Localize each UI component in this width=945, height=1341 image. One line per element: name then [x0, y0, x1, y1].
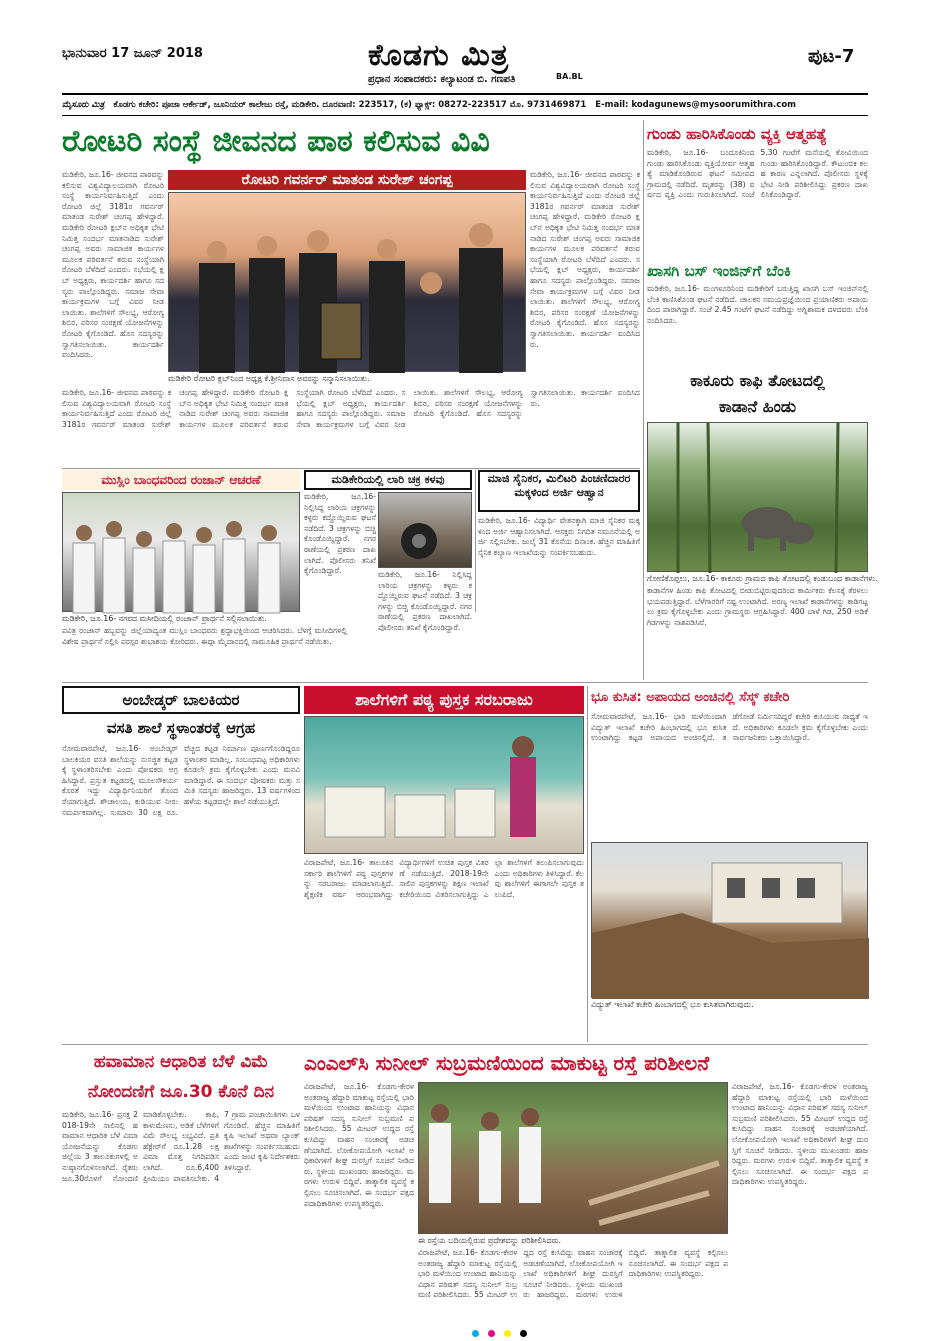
rotary-photo-caption: ಮಡಿಕೇರಿ ರೋಟರಿ ಕ್ಲಬ್‌ನಿಂದ ಅಧ್ಯಕ್ಷ ಕೆ.ಶ್ರೀನಿವಾಸ ಅವರನ್ನು ಸನ್ಮಾನಿಸಲಾಯಿತು.: [168, 374, 370, 383]
textbook-photo: [304, 716, 584, 854]
section-rule: [62, 1044, 868, 1045]
issue-date: ಭಾನುವಾರ 17 ಜೂನ್ 2018: [62, 46, 203, 61]
exservice-headline: ಮಾಜಿ ಸೈನಿಕರ, ಮಿಲಿಟರಿ ಪಿಂಚಣಿದಾರರ ಮಕ್ಕಳಿಂದ ಅರ್ಜಿ ಆಹ್ವಾನ: [478, 470, 640, 512]
newspaper-logo: ಕೊಡಗು ಮಿತ್ರ: [368, 38, 510, 73]
yellow-dot-icon: [504, 1330, 511, 1337]
ramzan-caption: ಮಡಿಕೇರಿ, ಜೂ.16- ನಗರದ ಮಸೀದಿಯಲ್ಲಿ ರಂಜಾನ್ ಪ್ರಾರ್ಥನೆ ಸಲ್ಲಿಸಲಾಯಿತು.: [62, 614, 267, 623]
elephant-caption: ಗೋಣಿಕೊಪ್ಪಲು, ಜೂ.16- ಕಾಕೂರು ಗ್ರಾಮದ ಕಾಫಿ ತೋಟದಲ್ಲಿ ಕಂಡುಬಂದ ಕಾಡಾನೆಗಳು.: [647, 574, 878, 583]
suicide-body: ಮಡಿಕೇರಿ, ಜೂ.16- ಬಂದೂಕಿನಿಂದ ಗುಂಡು ಹಾರಿಸಿಕೊಂಡು ವ್ಯಕ್ತಿಯೋರ್ವ ಆತ್ಮಹತ್ಯೆ ಮಾಡಿಕೊಂಡಿರುವ ಘಟನೆ ಸಮೀಪದ ಗ್ರಾಮದಲ್ಲಿ ನಡೆದಿದೆ. ಮೃತರನ್ನು (38) ವರ್ಷದ ವ್ಯಕ್ತಿ ಎಂದು ಗುರುತಿಸಲಾಗಿದೆ. ಸಂಜೆ 5.30 ಗಂಟೆಗೆ ಮನೆಯಲ್ಲಿ ಕೋವಿಯಿಂದ ಗುಂಡು ಹಾರಿಸಿಕೊಂಡಿದ್ದಾರೆ. ಕೌಟುಂಬಿಕ ಕಲಹ ಕಾರಣ ಎನ್ನಲಾಗಿದೆ. ಪೊಲೀಸರು ಸ್ಥಳಕ್ಕೆ ಭೇಟಿ ನೀಡಿ ಪರಿಶೀಲಿಸಿದ್ದು ಪ್ರಕರಣ ದಾಖಲಿಸಿಕೊಂಡಿದ್ದಾರೆ.: [647, 148, 868, 200]
wheel-icon: [379, 493, 473, 569]
elephant-icon: [648, 423, 869, 573]
column-rule: [587, 686, 588, 1042]
mlc-headline: ಎಂಎಲ್‌ಸಿ ಸುನೀಲ್ ಸುಬ್ರಮಣಿಯಿಂದ ಮಾಕುಟ್ಟ ರಸ್ತೆ ಪರಿಶೀಲನೆ: [304, 1051, 710, 1075]
divider: [62, 93, 868, 95]
section-rule: [62, 468, 640, 469]
textbook-headline: ಶಾಲೆಗಳಿಗೆ ಪಠ್ಯ ಪುಸ್ತಕ ಸರಬರಾಜು: [304, 686, 584, 714]
crowd-icon: [63, 493, 301, 613]
rotary-headline: ರೋಟರಿ ಸಂಸ್ಥೆ ಜೀವನದ ಪಾಠ ಕಲಿಸುವ ವಿವಿ: [62, 124, 490, 159]
landslide-body: ಸೋಮವಾರಪೇಟೆ, ಜೂ.16- ಭಾರಿ ಮಳೆಯಿಂದಾಗಿ ವಿದ್ಯುತ್ ಇಲಾಖೆ ಕಚೇರಿ ಹಿಂಭಾಗದಲ್ಲಿ ಭೂ ಕುಸಿತ ಉಂಟಾಗಿದ್ದು ಕಟ್ಟಡ ಅಪಾಯದ ಅಂಚಿನಲ್ಲಿದೆ. ತಡೆಗೋಡೆ ನಿರ್ಮಿಸದಿದ್ದರೆ ಕಚೇರಿ ಕುಸಿಯುವ ಸಾಧ್ಯತೆ ಇದೆ. ಅಧಿಕಾರಿಗಳು ಕೂಡಲೇ ಕ್ರಮ ಕೈಗೊಳ್ಳಬೇಕು ಎಂದು ಸಾರ್ವಜನಿಕರು ಒತ್ತಾಯಿಸಿದ್ದಾರೆ.: [591, 712, 868, 743]
bus-body: ಮಡಿಕೇರಿ, ಜೂ.16- ಮಂಗಳೂರಿನಿಂದ ಮಡಿಕೇರಿಗೆ ಬರುತ್ತಿದ್ದ ಖಾಸಗಿ ಬಸ್ ಇಂಜಿನ್‌ನಲ್ಲಿ ಬೆಂಕಿ ಕಾಣಿಸಿಕೊಂಡ ಘಟನೆ ನಡೆದಿದೆ. ಚಾಲಕನ ಸಮಯಪ್ರಜ್ಞೆಯಿಂದ ಪ್ರಯಾಣಿಕರು ಅಪಾಯದಿಂದ ಪಾರಾಗಿದ್ದಾರೆ. ಸಂಜೆ 2.45 ಗಂಟೆಗೆ ಘಟನೆ ನಡೆದಿದ್ದು ಅಗ್ನಿಶಾಮಕ ದಳದವರು ಬೆಂಕಿ ನಂದಿಸಿದರು.: [647, 284, 868, 325]
color-registration-marks: [470, 1322, 590, 1332]
office-address: ಕೊಡಗು ಕಚೇರಿ: ಪೂಜಾ ಆರ್ಕೇಡ್, ಜೂನಿಯರ್ ಕಾಲೇಜು ರಸ್ತೆ, ಮಡಿಕೇರಿ. ದೂರವಾಣಿ: 223517, (ಕ) ಫ್ಯಾಕ್ಸ್: 08272-223517 ಮೊ. 9731469871: [113, 100, 587, 110]
bus-headline: ಖಾಸಗಿ ಬಸ್ ಇಂಜಿನ್‌ಗೆ ಬೆಂಕಿ: [647, 262, 791, 280]
section-rule: [62, 682, 868, 683]
landslide-photo: [591, 842, 868, 998]
mlc-body-col2: ವಿರಾಜಪೇಟೆ, ಜೂ.16- ಕೊಡಗು-ಕೇರಳ ಅಂತರಾಜ್ಯ ಹೆದ್ದಾರಿ ಮಾಕುಟ್ಟ ರಸ್ತೆಯಲ್ಲಿ ಭಾರಿ ಮಳೆಯಿಂದ ಉಂಟಾದ ಹಾನಿಯನ್ನು ವಿಧಾನ ಪರಿಷತ್ ಸದಸ್ಯ ಸುನೀಲ್ ಸುಬ್ರಮಣಿ ಪರಿಶೀಲಿಸಿದರು. 55 ಮೀಟರ್ ಉದ್ದದ ರಸ್ತೆ ಕುಸಿದಿದ್ದು ವಾಹನ ಸಂಚಾರಕ್ಕೆ ಅಡಚಣೆಯಾಗಿದೆ. ಲೋಕೋಪಯೋಗಿ ಇಲಾಖೆ ಅಧಿಕಾರಿಗಳಿಗೆ ಶೀಘ್ರ ದುರಸ್ತಿಗೆ ಸೂಚನೆ ನೀಡಿದರು. ಸ್ಥಳೀಯ ಮುಖಂಡರು ಹಾಜರಿದ್ದರು. ಮರಗಳು ಉರುಳಿ ಬಿದ್ದಿವೆ. ತಾತ್ಕಾಲಿಕ ವ್ಯವಸ್ಥೆ ಕಲ್ಪಿಸಲು ಸೂಚಿಸಲಾಗಿದೆ. ಈ ಸಂದರ್ಭ ಪಕ್ಷದ ಪದಾಧಿಕಾರಿಗಳು ಉಪಸ್ಥಿತರಿದ್ದರು.: [418, 1248, 728, 1300]
contact-bar: [62, 96, 868, 114]
mlc-body-col1: ವಿರಾಜಪೇಟೆ, ಜೂ.16- ಕೊಡಗು-ಕೇರಳ ಅಂತರಾಜ್ಯ ಹೆದ್ದಾರಿ ಮಾಕುಟ್ಟ ರಸ್ತೆಯಲ್ಲಿ ಭಾರಿ ಮಳೆಯಿಂದ ಉಂಟಾದ ಹಾನಿಯನ್ನು ವಿಧಾನ ಪರಿಷತ್ ಸದಸ್ಯ ಸುನೀಲ್ ಸುಬ್ರಮಣಿ ಪರಿಶೀಲಿಸಿದರು. 55 ಮೀಟರ್ ಉದ್ದದ ರಸ್ತೆ ಕುಸಿದಿದ್ದು ವಾಹನ ಸಂಚಾರಕ್ಕೆ ಅಡಚಣೆಯಾಗಿದೆ. ಲೋಕೋಪಯೋಗಿ ಇಲಾಖೆ ಅಧಿಕಾರಿಗಳಿಗೆ ಶೀಘ್ರ ದುರಸ್ತಿಗೆ ಸೂಚನೆ ನೀಡಿದರು. ಸ್ಥಳೀಯ ಮುಖಂಡರು ಹಾಜರಿದ್ದರು. ಮರಗಳು ಉರುಳಿ ಬಿದ್ದಿವೆ. ತಾತ್ಕಾಲಿಕ ವ್ಯವಸ್ಥೆ ಕಲ್ಪಿಸಲು ಸೂಚಿಸಲಾಗಿದೆ. ಈ ಸಂದರ್ಭ ಪಕ್ಷದ ಪದಾಧಿಕಾರಿಗಳು ಉಪಸ್ಥಿತರಿದ್ದರು.: [304, 1082, 414, 1208]
landslide-caption: ವಿದ್ಯುತ್ ಇಲಾಖೆ ಕಚೇರಿ ಹಿಂಬಾಗದಲ್ಲಿ ಭೂ ಕುಸಿತವಾಗಿರುವುದು.: [591, 1000, 754, 1009]
lorry-body-cont: ಮಡಿಕೇರಿ, ಜೂ.16- ನಿಲ್ಲಿಸಿದ್ದ ಲಾರಿಯ ಚಕ್ರಗಳನ್ನು ಕಳ್ಳರು ಕದ್ದೊಯ್ದಿರುವ ಘಟನೆ ನಡೆದಿದೆ. 3 ಚಕ್ರಗಳನ್ನು ಬಿಚ್ಚಿ ಕೊಂಡೊಯ್ದಿದ್ದಾರೆ. ನಗರ ಠಾಣೆಯಲ್ಲಿ ಪ್ರಕರಣ ದಾಖಲಾಗಿದೆ. ಪೊಲೀಸರು ತನಿಖೆ ಕೈಗೊಂಡಿದ್ದಾರೆ.: [378, 570, 472, 632]
cyan-dot-icon: [472, 1330, 479, 1337]
textbook-body: ವಿರಾಜಪೇಟೆ, ಜೂ.16- ತಾಲೂಕಿನ ಸರ್ಕಾರಿ ಶಾಲೆಗಳಿಗೆ ಪಠ್ಯ ಪುಸ್ತಕಗಳನ್ನು ಸರಬರಾಜು ಮಾಡಲಾಗುತ್ತಿದೆ. ಶೈಕ್ಷಣಿಕ ವರ್ಷ ಆರಂಭವಾಗಿದ್ದು ವಿದ್ಯಾರ್ಥಿಗಳಿಗೆ ಉಚಿತ ಪುಸ್ತಕ ವಿತರಣೆ ನಡೆಯುತ್ತಿದೆ. 2018-19ನೇ ಸಾಲಿನ ಪುಸ್ತಕಗಳನ್ನು ಶಿಕ್ಷಣ ಇಲಾಖೆ ಕಚೇರಿಯಿಂದ ವಿತರಿಸಲಾಗುತ್ತಿದ್ದು ಎಲ್ಲಾ ಶಾಲೆಗಳಿಗೆ ತಲುಪಿಸಲಾಗುವುದು ಎಂದು ಅಧಿಕಾರಿಗಳು ತಿಳಿಸಿದ್ದಾರೆ. ಕೆಲವು ಶಾಲೆಗಳಿಗೆ ಈಗಾಗಲೇ ಪುಸ್ತಕ ತಲುಪಿದೆ.: [304, 858, 584, 899]
column-rule: [475, 470, 476, 612]
elephant-photo: [647, 422, 868, 572]
rotary-body-col1: ಮಡಿಕೇರಿ, ಜೂ.16- ಜೀವನದ ಪಾಠವನ್ನು ಕಲಿಸುವ ವಿಶ್ವವಿದ್ಯಾಲಯವಾಗಿ ರೋಟರಿ ಸಂಸ್ಥೆ ಕಾರ್ಯನಿರ್ವಹಿಸುತ್ತಿದೆ ಎಂದು ರೋಟರಿ ಜಿಲ್ಲೆ 3181ರ ಗವರ್ನರ್ ಮಾತಂಡ ಸುರೇಶ್ ಚಂಗಪ್ಪ ಹೇಳಿದ್ದಾರೆ. ಮಡಿಕೇರಿ ರೋಟರಿ ಕ್ಲಬ್‌ನ ಅಧಿಕೃತ ಭೇಟಿ ನಿಮಿತ್ತ ಸಂದರ್ಭ ಮಾತನಾಡಿದ ಸುರೇಶ್ ಚಂಗಪ್ಪ ಅವರು ಸಾಮಾಜಿಕ ಕಾರ್ಯಗಳ ಮೂಲಕ ಪರಿವರ್ತನೆ ತರುವ ಸಂಸ್ಥೆಯಾಗಿ ರೋಟರಿ ಬೆಳೆದಿದೆ ಎಂದರು. ಸಭೆಯಲ್ಲಿ ಕ್ಲಬ್ ಅಧ್ಯಕ್ಷರು, ಕಾರ್ಯದರ್ಶಿ ಹಾಗೂ ಸದಸ್ಯರು ಪಾಲ್ಗೊಂಡಿದ್ದರು. ಸಮಾಜ ಸೇವಾ ಕಾರ್ಯಕ್ರಮಗಳ ಬಗ್ಗೆ ವಿವರ ನೀಡಲಾಯಿತು. ಶಾಲೆಗಳಿಗೆ ಸೌಲಭ್ಯ, ಆರೋಗ್ಯ ಶಿಬಿರ, ಪರಿಸರ ಸಂರಕ್ಷಣೆ ಯೋಜನೆಗಳನ್ನು ರೋಟರಿ ಕೈಗೊಂಡಿದೆ. ಹೊಸ ಸದಸ್ಯರನ್ನು ಸ್ವಾಗತಿಸಲಾಯಿತು. ಕಾರ್ಯದರ್ಶಿ ವಂದಿಸಿದರು.: [62, 170, 164, 360]
ambedkar-body: ಸೋಮವಾರಪೇಟೆ, ಜೂ.16- ಅಂಬೇಡ್ಕರ್ ಬಾಲಕಿಯರ ವಸತಿ ಶಾಲೆಯನ್ನು ಸುಸಜ್ಜಿತ ಕಟ್ಟಡಕ್ಕೆ ಸ್ಥಳಾಂತರಿಸಬೇಕು ಎಂದು ಪೋಷಕರು ಆಗ್ರಹಿಸಿದ್ದಾರೆ. ಪ್ರಸ್ತುತ ಕಟ್ಟಡದಲ್ಲಿ ಮೂಲಸೌಕರ್ಯ ಕೊರತೆ ಇದ್ದು ವಿದ್ಯಾರ್ಥಿನಿಯರಿಗೆ ತೊಂದರೆಯಾಗುತ್ತಿದೆ. ಶೌಚಾಲಯ, ಕುಡಿಯುವ ನೀರು ಸಮರ್ಪಕವಾಗಿಲ್ಲ. ಸುಮಾರು 30 ಲಕ್ಷ ರೂ. ವೆಚ್ಚದ ಕಟ್ಟಡ ನಿರ್ಮಾಣ ಪೂರ್ಣಗೊಂಡಿದ್ದರೂ ಸ್ಥಳಾಂತರ ಮಾಡಿಲ್ಲ. ಸಂಬಂಧಪಟ್ಟ ಅಧಿಕಾರಿಗಳು ಕೂಡಲೇ ಕ್ರಮ ಕೈಗೊಳ್ಳಬೇಕು ಎಂದು ಮನವಿ ಮಾಡಿದ್ದಾರೆ. ಈ ಸಂದರ್ಭ ಪೋಷಕರು ಮತ್ತು ಸಮಿತಿ ಸದಸ್ಯರು ಹಾಜರಿದ್ದರು. 13 ವರ್ಷಗಳಿಂದ ಹಳೆಯ ಕಟ್ಟಡದಲ್ಲೇ ಶಾಲೆ ನಡೆಯುತ್ತಿದೆ.: [62, 744, 300, 817]
insurance-body: ಮಡಿಕೇರಿ, ಜೂ.16- ಪ್ರಸಕ್ತ 2018-19ನೇ ಸಾಲಿನಲ್ಲಿ ಹವಾಮಾನ ಆಧಾರಿತ ಬೆಳೆ ವಿಮಾ ಯೋಜನೆಯನ್ನು ಕೊಡಗು ಜಿಲ್ಲೆಯ 3 ತಾಲೂಕುಗಳಲ್ಲಿ ಅನುಷ್ಠಾನಗೊಳಿಸಲಾಗಿದೆ. ರೈತರು ಜೂ.30ರೊಳಗೆ ನೋಂದಣಿ ಮಾಡಿಕೊಳ್ಳಬೇಕು. ಕಾಫಿ, ಕಾಳುಮೆಣಸು, ಅಡಿಕೆ ಬೆಳೆಗಳಿಗೆ ವಿಮೆ ಸೌಲಭ್ಯ ಲಭ್ಯವಿದೆ. ಪ್ರತಿ ಹೆಕ್ಟೇರ್‌ಗೆ ರೂ.1.28 ಲಕ್ಷ ವಿಮಾ ಮೊತ್ತ ನಿಗದಿಪಡಿಸಲಾಗಿದೆ. ರೂ.6,400 ಪ್ರೀಮಿಯಂ ಪಾವತಿಸಬೇಕು. 47 ಗ್ರಾಮ ಪಂಚಾಯಿತಿಗಳು ಒಳಗೊಂಡಿವೆ. ಹೆಚ್ಚಿನ ಮಾಹಿತಿಗೆ ಕೃಷಿ ಇಲಾಖೆ ಅಥವಾ ಬ್ಯಾಂಕ್ ಶಾಖೆಗಳನ್ನು ಸಂಪರ್ಕಿಸಬಹುದು ಎಂದು ಜಂಟಿ ಕೃಷಿ ನಿರ್ದೇಶಕರು ತಿಳಿಸಿದ್ದಾರೆ.: [62, 1110, 300, 1183]
mlc-body-col3: ವಿರಾಜಪೇಟೆ, ಜೂ.16- ಕೊಡಗು-ಕೇರಳ ಅಂತರಾಜ್ಯ ಹೆದ್ದಾರಿ ಮಾಕುಟ್ಟ ರಸ್ತೆಯಲ್ಲಿ ಭಾರಿ ಮಳೆಯಿಂದ ಉಂಟಾದ ಹಾನಿಯನ್ನು ವಿಧಾನ ಪರಿಷತ್ ಸದಸ್ಯ ಸುನೀಲ್ ಸುಬ್ರಮಣಿ ಪರಿಶೀಲಿಸಿದರು. 55 ಮೀಟರ್ ಉದ್ದದ ರಸ್ತೆ ಕುಸಿದಿದ್ದು ವಾಹನ ಸಂಚಾರಕ್ಕೆ ಅಡಚಣೆಯಾಗಿದೆ. ಲೋಕೋಪಯೋಗಿ ಇಲಾಖೆ ಅಧಿಕಾರಿಗಳಿಗೆ ಶೀಘ್ರ ದುರಸ್ತಿಗೆ ಸೂಚನೆ ನೀಡಿದರು. ಸ್ಥಳೀಯ ಮುಖಂಡರು ಹಾಜರಿದ್ದರು. ಮರಗಳು ಉರುಳಿ ಬಿದ್ದಿವೆ. ತಾತ್ಕಾಲಿಕ ವ್ಯವಸ್ಥೆ ಕಲ್ಪಿಸಲು ಸೂಚಿಸಲಾಗಿದೆ. ಈ ಸಂದರ್ಭ ಪಕ್ಷದ ಪದಾಧಿಕಾರಿಗಳು ಉಪಸ್ಥಿತರಿದ್ದರು.: [732, 1082, 868, 1187]
elephant-headline-1: ಕಾಕೂರು ಕಾಫಿ ತೋಟದಲ್ಲಿ: [690, 371, 825, 390]
page-number: ಪುಟ-7: [808, 46, 855, 67]
degree-tag: BA.BL: [556, 72, 583, 81]
brand-name: ಮೈಸೂರು ಮಿತ್ರ: [62, 100, 105, 110]
lorry-body: ಮಡಿಕೇರಿ, ಜೂ.16- ನಿಲ್ಲಿಸಿದ್ದ ಲಾರಿಯ ಚಕ್ರಗಳನ್ನು ಕಳ್ಳರು ಕದ್ದೊಯ್ದಿರುವ ಘಟನೆ ನಡೆದಿದೆ. 3 ಚಕ್ರಗಳನ್ನು ಬಿಚ್ಚಿ ಕೊಂಡೊಯ್ದಿದ್ದಾರೆ. ನಗರ ಠಾಣೆಯಲ್ಲಿ ಪ್ರಕರಣ ದಾಖಲಾಗಿದೆ. ಪೊಲೀಸರು ತನಿಖೆ ಕೈಗೊಂಡಿದ್ದಾರೆ.: [304, 492, 376, 576]
insurance-headline-2: ನೋಂದಣಿಗೆ ಜೂ.30 ಕೊನೆ ದಿನ: [87, 1082, 275, 1102]
suicide-headline: ಗುಂಡು ಹಾರಿಸಿಕೊಂಡು ವ್ಯಕ್ತಿ ಆತ್ಮಹತ್ಯೆ: [647, 125, 827, 143]
ramzan-headline: ಮುಸ್ಲಿಂ ಬಾಂಧವರಿಂದ ರಂಜಾನ್ ಆಚರಣೆ: [62, 470, 300, 490]
elephant-headline-2: ಕಾಡಾನೆ ಹಿಂಡು: [718, 397, 797, 416]
ambedkar-headline-1: ಅಂಬೇಡ್ಕರ್ ಬಾಲಕಿಯರ: [62, 686, 300, 714]
email-address: E-mail: kodagunews@mysoorumithra.com: [595, 100, 797, 110]
rotary-body-col2: ಮಡಿಕೇರಿ, ಜೂ.16- ಜೀವನದ ಪಾಠವನ್ನು ಕಲಿಸುವ ವಿಶ್ವವಿದ್ಯಾಲಯವಾಗಿ ರೋಟರಿ ಸಂಸ್ಥೆ ಕಾರ್ಯನಿರ್ವಹಿಸುತ್ತಿದೆ ಎಂದು ರೋಟರಿ ಜಿಲ್ಲೆ 3181ರ ಗವರ್ನರ್ ಮಾತಂಡ ಸುರೇಶ್ ಚಂಗಪ್ಪ ಹೇಳಿದ್ದಾರೆ. ಮಡಿಕೇರಿ ರೋಟರಿ ಕ್ಲಬ್‌ನ ಅಧಿಕೃತ ಭೇಟಿ ನಿಮಿತ್ತ ಸಂದರ್ಭ ಮಾತನಾಡಿದ ಸುರೇಶ್ ಚಂಗಪ್ಪ ಅವರು ಸಾಮಾಜಿಕ ಕಾರ್ಯಗಳ ಮೂಲಕ ಪರಿವರ್ತನೆ ತರುವ ಸಂಸ್ಥೆಯಾಗಿ ರೋಟರಿ ಬೆಳೆದಿದೆ ಎಂದರು. ಸಭೆಯಲ್ಲಿ ಕ್ಲಬ್ ಅಧ್ಯಕ್ಷರು, ಕಾರ್ಯದರ್ಶಿ ಹಾಗೂ ಸದಸ್ಯರು ಪಾಲ್ಗೊಂಡಿದ್ದರು. ಸಮಾಜ ಸೇವಾ ಕಾರ್ಯಕ್ರಮಗಳ ಬಗ್ಗೆ ವಿವರ ನೀಡಲಾಯಿತು. ಶಾಲೆಗಳಿಗೆ ಸೌಲಭ್ಯ, ಆರೋಗ್ಯ ಶಿಬಿರ, ಪರಿಸರ ಸಂರಕ್ಷಣೆ ಯೋಜನೆಗಳನ್ನು ರೋಟರಿ ಕೈಗೊಂಡಿದೆ. ಹೊಸ ಸದಸ್ಯರನ್ನು ಸ್ವಾಗತಿಸಲಾಯಿತು. ಕಾರ್ಯದರ್ಶಿ ವಂದಿಸಿದರು.: [530, 170, 640, 349]
lorry-headline: ಮಡಿಕೇರಿಯಲ್ಲಿ ಲಾರಿ ಚಕ್ರ ಕಳವು: [304, 470, 472, 490]
masthead: [0, 0, 945, 95]
ambedkar-headline-2: ವಸತಿ ಶಾಲೆ ಸ್ಥಳಾಂತರಕ್ಕೆ ಆಗ್ರಹ: [106, 719, 256, 737]
exservice-body: ಮಡಿಕೇರಿ, ಜೂ.16- ವಿದ್ಯಾರ್ಥಿ ವೇತನಕ್ಕಾಗಿ ಮಾಜಿ ಸೈನಿಕರ ಮಕ್ಕಳಿಂದ ಅರ್ಜಿ ಆಹ್ವಾನಿಸಲಾಗಿದೆ. ಆಸಕ್ತರು ನಿಗದಿತ ನಮೂನೆಯಲ್ಲಿ ಅರ್ಜಿ ಸಲ್ಲಿಸಬೇಕು. ಜುಲೈ 31 ಕೊನೆಯ ದಿನಾಂಕ. ಹೆಚ್ಚಿನ ಮಾಹಿತಿಗೆ ಸೈನಿಕ ಕಲ್ಯಾಣ ಇಲಾಖೆಯನ್ನು ಸಂಪರ್ಕಿಸಬಹುದು.: [478, 516, 640, 557]
landslide-headline: ಭೂ ಕುಸಿತ: ಅಪಾಯದ ಅಂಚಿನಲ್ಲಿ ಸೆಸ್ಕ್ ಕಚೇರಿ: [591, 690, 790, 705]
people-icon: [419, 1083, 729, 1235]
building-icon: [592, 843, 869, 999]
divider: [62, 115, 868, 116]
elephant-body: ಕಾಡಾನೆಗಳ ಹಿಂಡು ಕಾಫಿ ತೋಟದಲ್ಲಿ ಬೀಡುಬಿಟ್ಟಿರುವುದರಿಂದ ಕಾರ್ಮಿಕರು ಕೆಲಸಕ್ಕೆ ತೆರಳಲು ಭಯಪಡುತ್ತಿದ್ದಾರೆ. ಬೆಳೆಗಾರರಿಗೆ ನಷ್ಟ ಉಂಟಾಗಿದೆ. ಅರಣ್ಯ ಇಲಾಖೆ ಕಾಡಾನೆಗಳನ್ನು ಕಾಡಿಗಟ್ಟಲು ಕ್ರಮ ಕೈಗೊಳ್ಳಬೇಕು ಎಂದು ಗ್ರಾಮಸ್ಥರು ಆಗ್ರಹಿಸಿದ್ದಾರೆ. 400 ಬಾಳೆ ಗಿಡ, 250 ಅಡಿಕೆ ಗಿಡಗಳನ್ನು ನಾಶಪಡಿಸಿವೆ.: [647, 586, 868, 627]
black-dot-icon: [520, 1330, 527, 1337]
books-icon: [305, 717, 585, 855]
rotary-subhead-banner: ರೋಟರಿ ಗವರ್ನರ್ ಮಾತಂಡ ಸುರೇಶ್ ಚಂಗಪ್ಪ: [168, 170, 526, 190]
column-rule: [643, 120, 644, 680]
insurance-headline-1: ಹವಾಮಾನ ಆಧಾರಿತ ಬೆಳೆ ವಿಮೆ: [93, 1052, 269, 1072]
rotary-body-cont: ಮಡಿಕೇರಿ, ಜೂ.16- ಜೀವನದ ಪಾಠವನ್ನು ಕಲಿಸುವ ವಿಶ್ವವಿದ್ಯಾಲಯವಾಗಿ ರೋಟರಿ ಸಂಸ್ಥೆ ಕಾರ್ಯನಿರ್ವಹಿಸುತ್ತಿದೆ ಎಂದು ರೋಟರಿ ಜಿಲ್ಲೆ 3181ರ ಗವರ್ನರ್ ಮಾತಂಡ ಸುರೇಶ್ ಚಂಗಪ್ಪ ಹೇಳಿದ್ದಾರೆ. ಮಡಿಕೇರಿ ರೋಟರಿ ಕ್ಲಬ್‌ನ ಅಧಿಕೃತ ಭೇಟಿ ನಿಮಿತ್ತ ಸಂದರ್ಭ ಮಾತನಾಡಿದ ಸುರೇಶ್ ಚಂಗಪ್ಪ ಅವರು ಸಾಮಾಜಿಕ ಕಾರ್ಯಗಳ ಮೂಲಕ ಪರಿವರ್ತನೆ ತರುವ ಸಂಸ್ಥೆಯಾಗಿ ರೋಟರಿ ಬೆಳೆದಿದೆ ಎಂದರು. ಸಭೆಯಲ್ಲಿ ಕ್ಲಬ್ ಅಧ್ಯಕ್ಷರು, ಕಾರ್ಯದರ್ಶಿ ಹಾಗೂ ಸದಸ್ಯರು ಪಾಲ್ಗೊಂಡಿದ್ದರು. ಸಮಾಜ ಸೇವಾ ಕಾರ್ಯಕ್ರಮಗಳ ಬಗ್ಗೆ ವಿವರ ನೀಡಲಾಯಿತು. ಶಾಲೆಗಳಿಗೆ ಸೌಲಭ್ಯ, ಆರೋಗ್ಯ ಶಿಬಿರ, ಪರಿಸರ ಸಂರಕ್ಷಣೆ ಯೋಜನೆಗಳನ್ನು ರೋಟರಿ ಕೈಗೊಂಡಿದೆ. ಹೊಸ ಸದಸ್ಯರನ್ನು ಸ್ವಾಗತಿಸಲಾಯಿತು. ಕಾರ್ಯದರ್ಶಿ ವಂದಿಸಿದರು.: [62, 388, 640, 429]
magenta-dot-icon: [488, 1330, 495, 1337]
rotary-photo: [168, 192, 526, 372]
mlc-caption: ಈ ರಸ್ತೆಯ ಬದಿಯಲ್ಲಿರುವ ಪ್ರದೇಶವನ್ನು ಪರಿಶೀಲಿಸಿದರು.: [418, 1236, 562, 1245]
chief-editor: ಪ್ರಧಾನ ಸಂಪಾದಕರು: ಕಲ್ಯಾಟಂಡ ಬಿ. ಗಣಪತಿ: [368, 74, 516, 85]
group-photo-icon: [169, 193, 527, 373]
ramzan-body: ಪವಿತ್ರ ರಂಜಾನ್ ಹಬ್ಬವನ್ನು ಜಿಲ್ಲೆಯಾದ್ಯಂತ ಮುಸ್ಲಿಂ ಬಾಂಧವರು ಶ್ರದ್ಧಾಭಕ್ತಿಯಿಂದ ಆಚರಿಸಿದರು. ಬೆಳಗ್ಗೆ ಮಸೀದಿಗಳಲ್ಲಿ ವಿಶೇಷ ಪ್ರಾರ್ಥನೆ ಸಲ್ಲಿಸಿ ಪರಸ್ಪರ ಶುಭಾಶಯ ಕೋರಿದರು. ಈದ್ಗಾ ಮೈದಾನದಲ್ಲಿ ಸಾಮೂಹಿಕ ಪ್ರಾರ್ಥನೆ ನಡೆಯಿತು.: [62, 626, 347, 646]
lorry-photo: [378, 492, 472, 568]
ramzan-photo: [62, 492, 300, 612]
mlc-photo: [418, 1082, 728, 1234]
